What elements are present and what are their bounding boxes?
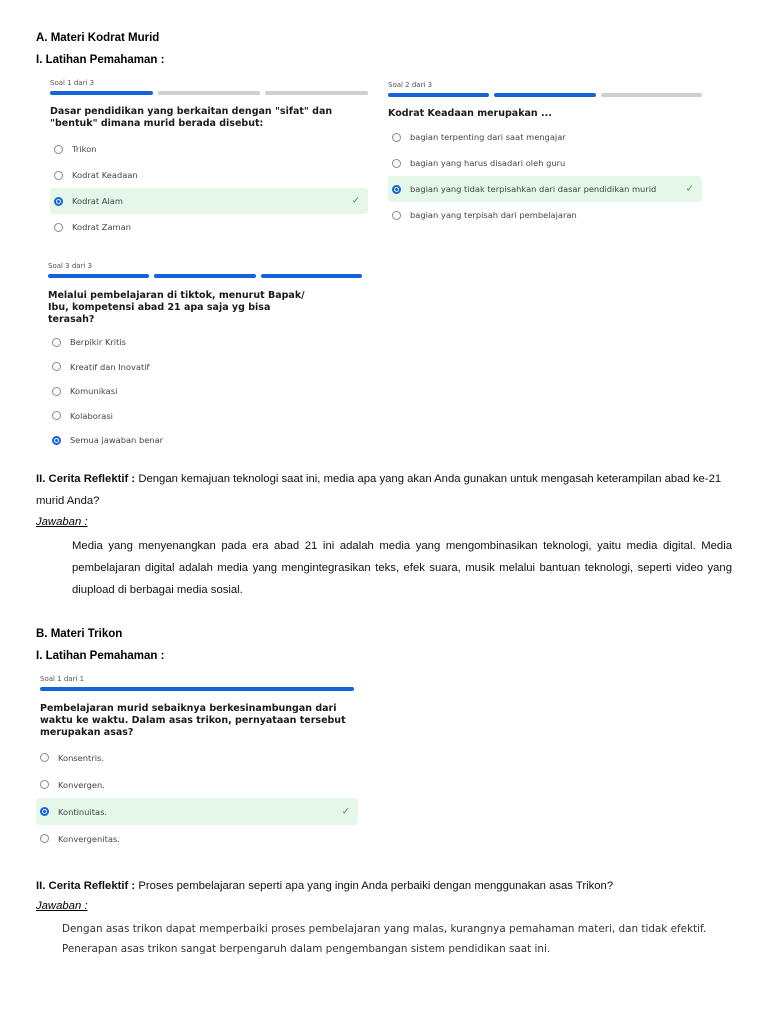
- section-b-title: B. Materi Trikon: [36, 628, 123, 640]
- radio-checked-icon[interactable]: [40, 807, 49, 816]
- progress-segment: [154, 274, 255, 278]
- radio-icon[interactable]: [54, 171, 63, 180]
- option-kontinuitas[interactable]: [36, 798, 358, 825]
- section-a-title: A. Materi Kodrat Murid: [36, 32, 160, 44]
- option-label: Konvergen.: [58, 779, 105, 790]
- option-label: Konsentris.: [58, 752, 104, 763]
- option-kodrat-zaman[interactable]: [50, 214, 368, 240]
- radio-icon[interactable]: [52, 362, 61, 371]
- progress-bar: [388, 93, 702, 97]
- check-icon: ✓: [351, 195, 360, 207]
- option-label: Semua jawaban benar: [70, 435, 164, 446]
- option-label: bagian yang harus disadari oleh guru: [410, 158, 566, 168]
- jawaban-label-a: Jawaban :: [36, 516, 88, 528]
- question-counter: Soal 2 dari 3: [388, 81, 433, 89]
- option-1[interactable]: [388, 124, 702, 150]
- options-list: [50, 136, 368, 240]
- check-icon: ✓: [685, 183, 694, 195]
- radio-icon[interactable]: [40, 780, 49, 789]
- question-text: Kodrat Keadaan merupakan ...: [388, 108, 552, 119]
- option-kodrat-alam[interactable]: [50, 188, 368, 214]
- radio-icon[interactable]: [392, 133, 401, 142]
- option-kodrat-keadaan[interactable]: [50, 162, 368, 188]
- quiz-a2: [388, 80, 702, 228]
- reflektif-label: II. Cerita Reflektif :: [36, 473, 136, 485]
- answer-b: Dengan asas trikon dapat memperbaiki proses pembelajaran yang malas, kurangnya pemahaman materi, dan tidak efektif. Penerapan asas trikon sangat berpengaruh dalam pengembangan sistem pendidikan saat ini.: [62, 923, 707, 955]
- option-kreatif[interactable]: [48, 355, 362, 380]
- options-list: [48, 330, 362, 453]
- radio-icon[interactable]: [54, 145, 63, 154]
- option-label: Kodrat Zaman: [72, 222, 131, 232]
- section-a-latihan-heading: I. Latihan Pemahaman :: [36, 54, 165, 66]
- progress-bar: [48, 274, 362, 278]
- option-label: bagian yang tidak terpisahkan dari dasar pendidikan murid: [410, 184, 657, 194]
- option-komunikasi[interactable]: [48, 379, 362, 404]
- reflektif-question-text: Dengan kemajuan teknologi saat ini, media apa yang akan Anda gunakan untuk mengasah keterampilan abad ke-21 murid Anda?: [36, 473, 722, 507]
- option-label: Kolaborasi: [70, 410, 113, 421]
- radio-checked-icon[interactable]: [52, 436, 61, 445]
- progress-segment: [40, 687, 354, 691]
- option-konvergenitas[interactable]: [36, 825, 358, 852]
- question-text: Pembelajaran murid sebaiknya berkesinambungan dari waktu ke waktu. Dalam asas trikon, pernyataan tersebut merupakan asas?: [40, 703, 346, 738]
- radio-icon[interactable]: [40, 753, 49, 762]
- progress-segment: [388, 93, 489, 97]
- question-text: Dasar pendidikan yang berkaitan dengan "sifat" dan "bentuk" dimana murid berada disebut:: [50, 106, 333, 129]
- question-counter: Soal 3 dari 3: [48, 262, 93, 270]
- reflektif-b-question: [36, 875, 736, 897]
- progress-segment: [261, 274, 362, 278]
- progress-bar: [36, 687, 354, 691]
- radio-icon[interactable]: [52, 387, 61, 396]
- option-label: Kodrat Keadaan: [72, 170, 138, 180]
- radio-icon[interactable]: [52, 338, 61, 347]
- option-label: Berpikir Kritis: [70, 337, 126, 348]
- option-label: Kreatif dan Inovatif: [70, 361, 150, 372]
- option-trikon[interactable]: [50, 136, 368, 162]
- option-konvergen[interactable]: [36, 771, 358, 798]
- radio-icon[interactable]: [392, 159, 401, 168]
- question-counter: Soal 1 dari 3: [50, 79, 95, 87]
- option-label: Konvergenitas.: [58, 833, 120, 844]
- progress-segment: [494, 93, 595, 97]
- option-4[interactable]: [388, 202, 702, 228]
- section-b-latihan-heading: I. Latihan Pemahaman :: [36, 650, 165, 662]
- question-counter: Soal 1 dari 1: [40, 675, 85, 683]
- radio-checked-icon[interactable]: [54, 197, 63, 206]
- radio-icon[interactable]: [392, 211, 401, 220]
- option-semua-benar[interactable]: [48, 428, 362, 453]
- option-berpikir-kritis[interactable]: [48, 330, 362, 355]
- progress-segment: [158, 91, 261, 95]
- progress-bar: [50, 91, 368, 95]
- radio-icon[interactable]: [54, 223, 63, 232]
- quiz-a1: [50, 78, 368, 240]
- progress-segment: [50, 91, 153, 95]
- jawaban-label-b: Jawaban :: [36, 900, 88, 912]
- radio-icon[interactable]: [40, 834, 49, 843]
- option-label: Trikon: [72, 144, 97, 154]
- radio-icon[interactable]: [52, 411, 61, 420]
- check-icon: ✓: [341, 806, 350, 817]
- answer-a: Media yang menyenangkan pada era abad 21 ini adalah media yang mengombinasikan teknologi, yaitu media digital. Media pembelajaran digital adalah media yang mengintegrasikan teks, efek suara, musik melalui bantuan teknologi, seperti video yang diupload di berbagai media sosial.: [72, 540, 732, 596]
- reflektif-question-text: Proses pembelajaran seperti apa yang ingin Anda perbaiki dengan menggunakan asas Trikon?: [135, 880, 614, 892]
- option-label: bagian yang terpisah dari pembelajaran: [410, 210, 577, 220]
- option-konsentris[interactable]: [36, 744, 358, 771]
- reflektif-label: II. Cerita Reflektif :: [36, 880, 136, 892]
- progress-segment: [265, 91, 368, 95]
- quiz-b1: [36, 674, 358, 852]
- radio-checked-icon[interactable]: [392, 185, 401, 194]
- option-3[interactable]: [388, 176, 702, 202]
- option-2[interactable]: [388, 150, 702, 176]
- options-list: [388, 124, 702, 228]
- option-kolaborasi[interactable]: [48, 404, 362, 429]
- reflektif-a-question: [36, 468, 736, 512]
- option-label: Kontinuitas.: [58, 806, 108, 817]
- options-list: [36, 744, 358, 852]
- quiz-a3: [48, 261, 362, 453]
- progress-segment: [48, 274, 149, 278]
- progress-segment: [601, 93, 702, 97]
- option-label: Kodrat Alam: [72, 196, 123, 206]
- option-label: bagian terpenting dari saat mengajar: [410, 132, 566, 142]
- question-text: Melalui pembelajaran di tiktok, menurut Bapak/ Ibu, kompetensi abad 21 apa saja yg bisa terasah?: [48, 290, 305, 325]
- option-label: Komunikasi: [70, 386, 118, 397]
